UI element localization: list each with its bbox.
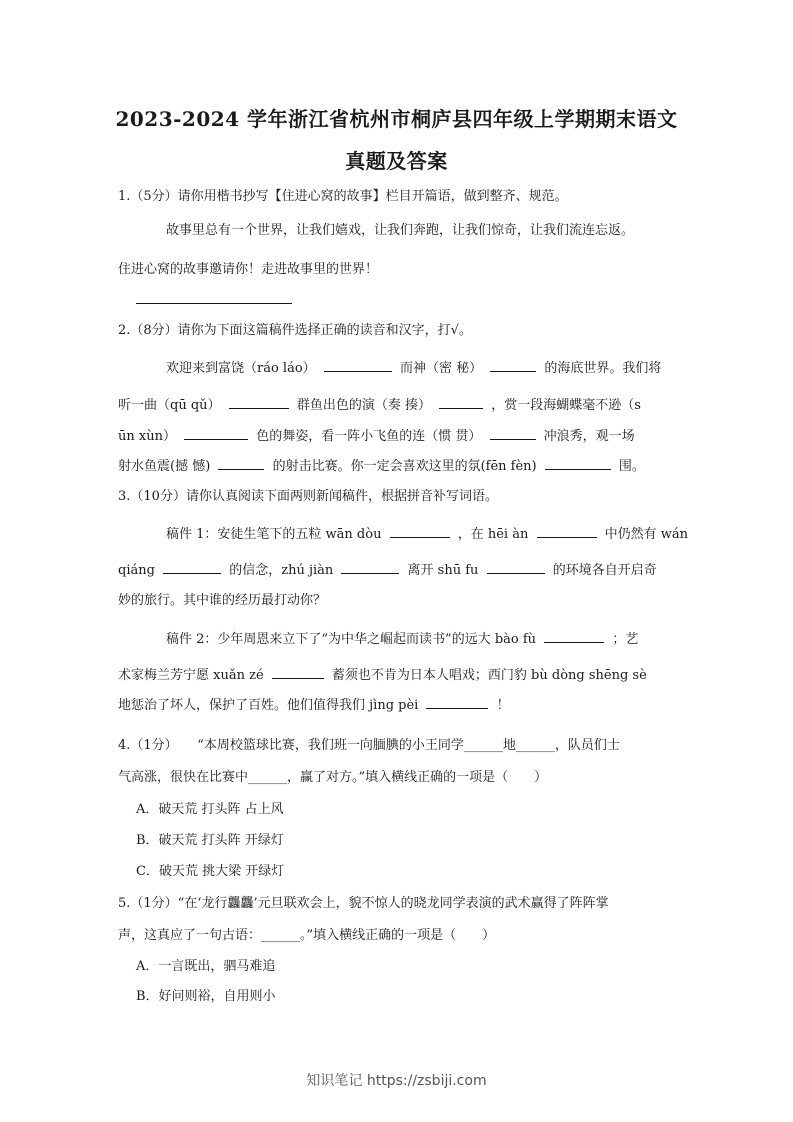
answer-blank[interactable] bbox=[439, 396, 483, 409]
answer-blank[interactable] bbox=[537, 525, 597, 538]
answer-line bbox=[136, 303, 292, 304]
footer-watermark: 知识笔记 https://zsbiji.com bbox=[306, 1073, 487, 1089]
q3-text: 蓄须也不肯为日本人唱戏；西门豹 bù dòng shēng sè bbox=[331, 668, 647, 683]
answer-blank[interactable] bbox=[544, 630, 604, 643]
question-5-stem: 5.（1分）“在‘龙行龘龘’元旦联欢会上，貌不惊人的晓龙同学表演的武术赢得了阵阵掌 bbox=[118, 896, 609, 911]
question-4-option-a[interactable]: A．破天荒 打头阵 占上风 bbox=[136, 802, 284, 817]
answer-blank[interactable] bbox=[390, 525, 450, 538]
q2-text: 色的舞姿，看一阵小飞鱼的连（惯 贯） bbox=[256, 429, 482, 444]
answer-blank[interactable] bbox=[487, 561, 545, 574]
answer-blank[interactable] bbox=[545, 457, 611, 470]
question-3-stem: 3.（10分）请你认真阅读下面两则新闻稿件，根据拼音补写词语。 bbox=[118, 489, 498, 504]
q3-text: 稿件 1：安徒生笔下的五粒 wān dòu bbox=[166, 527, 382, 542]
answer-blank[interactable] bbox=[324, 359, 392, 372]
answer-blank[interactable] bbox=[218, 457, 264, 470]
q3-text: 离开 shū fu bbox=[407, 563, 479, 578]
answer-blank[interactable] bbox=[490, 427, 536, 440]
q3-text: ！ bbox=[496, 698, 510, 713]
question-2-line-1 bbox=[166, 359, 661, 378]
question-4-stem: 4.（1分） “本周校篮球比赛，我们班一向腼腆的小王同学______地______，队员们士 bbox=[118, 738, 620, 753]
q3-text: 术家梅兰芳宁愿 xuǎn zé bbox=[118, 668, 264, 683]
q3-text: ；艺 bbox=[612, 632, 639, 647]
q2-text: 围。 bbox=[618, 459, 645, 474]
answer-blank[interactable] bbox=[490, 359, 536, 372]
q3-text: 的信念，zhú jiàn bbox=[229, 563, 334, 578]
question-1-stem: 1.（5分）请你用楷书抄写【住进心窝的故事】栏目开篇语，做到整齐、规范。 bbox=[118, 189, 568, 204]
question-5-option-a[interactable]: A．一言既出，驷马难追 bbox=[136, 959, 276, 974]
q2-text: 射水鱼震(撼 憾) bbox=[118, 459, 211, 474]
question-3-line-1 bbox=[166, 525, 688, 544]
q3-text: 中仍然有 wán bbox=[604, 527, 689, 542]
question-2-line-3 bbox=[118, 427, 635, 446]
q3-text: 的环境各自开启奇 bbox=[552, 563, 657, 578]
q2-text: 的海底世界。我们将 bbox=[544, 361, 662, 376]
q3-text: qiáng bbox=[118, 563, 155, 578]
question-3-line-4 bbox=[166, 630, 638, 649]
question-2-line-2 bbox=[118, 396, 641, 415]
question-4-stem-cont: 气高涨，很快在比赛中______，赢了对方。”填入横线正确的一项是（ ） bbox=[118, 770, 548, 785]
question-5-stem-cont: 声，这真应了一句古语：______。”填入横线正确的一项是（ ） bbox=[118, 928, 496, 943]
page-title: 2023-2024 学年浙江省杭州市桐庐县四年级上学期期末语文 bbox=[115, 107, 678, 131]
q2-text: 听一曲（qū qǔ） bbox=[118, 398, 221, 413]
q3-text: 地惩治了坏人，保护了百姓。他们值得我们 jìng pèi bbox=[118, 698, 419, 713]
answer-blank[interactable] bbox=[184, 427, 248, 440]
question-2-line-4 bbox=[118, 457, 645, 476]
q2-text: 冲浪秀，观一场 bbox=[543, 429, 635, 444]
answer-blank[interactable] bbox=[163, 561, 221, 574]
question-4-option-c[interactable]: C．破天荒 挑大梁 开绿灯 bbox=[136, 864, 285, 879]
q2-text: 而神（密 秘） bbox=[399, 361, 483, 376]
q2-text: 欢迎来到富饶（ráo láo） bbox=[166, 361, 316, 376]
answer-blank[interactable] bbox=[341, 561, 399, 574]
answer-blank[interactable] bbox=[272, 666, 324, 679]
question-1-text-2: 住进心窝的故事邀请你！走进故事里的世界！ bbox=[118, 262, 379, 277]
page-title-continued: 真题及答案 bbox=[345, 149, 448, 173]
question-1-text-1: 故事里总有一个世界，让我们嬉戏，让我们奔跑，让我们惊奇，让我们流连忘返。 bbox=[166, 223, 635, 238]
q2-text: 的射击比赛。你一定会喜欢这里的氛(fēn fèn) bbox=[272, 459, 537, 474]
answer-blank[interactable] bbox=[426, 696, 488, 709]
q2-text: ūn xùn） bbox=[118, 429, 176, 444]
q2-text: 群鱼出色的演（奏 揍） bbox=[296, 398, 431, 413]
question-4-option-b[interactable]: B．破天荒 打头阵 开绿灯 bbox=[136, 833, 284, 848]
q3-text: ，在 hēi àn bbox=[457, 527, 529, 542]
question-3-line-5 bbox=[118, 666, 647, 685]
answer-blank[interactable] bbox=[229, 396, 289, 409]
question-3-line-2 bbox=[118, 561, 657, 580]
question-3-line-3: 妙的旅行。其中谁的经历最打动你？ bbox=[118, 593, 327, 608]
question-5-option-b[interactable]: B．好问则裕，自用则小 bbox=[136, 989, 276, 1004]
q3-text: 稿件 2：少年周恩来立下了“为中华之崛起而读书”的远大 bào fù bbox=[166, 632, 537, 647]
question-3-line-6 bbox=[118, 696, 510, 715]
question-2-stem: 2.（8分）请你为下面这篇稿件选择正确的读音和汉字，打√。 bbox=[118, 323, 472, 338]
q2-text: ，赏一段海蝴蝶毫不逊（s bbox=[491, 398, 641, 413]
